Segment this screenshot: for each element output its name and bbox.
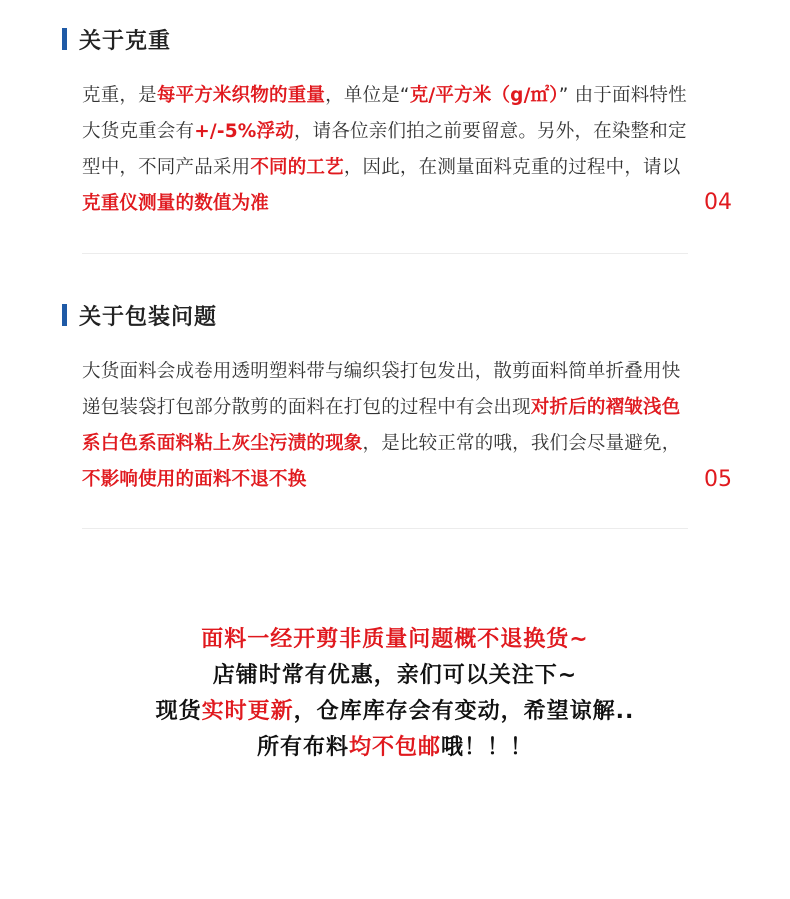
weight-description	[82, 78, 694, 222]
body-text: ，单位是“	[325, 85, 410, 106]
highlight-text: 对折后的褶皱浅色系白色系面料粘上灰尘污渍的现象	[82, 397, 681, 454]
notice-line-4a: 所有布料	[256, 735, 349, 760]
notice-line-4b: 均不包邮	[348, 735, 441, 760]
section-number: 05	[704, 467, 732, 492]
body-text: 大货面料会成卷用透明塑料带与编织袋打包发出，散剪面料简单折叠用快递包装袋打包部分散剪的面料在打包的过程中有会出现	[82, 361, 681, 418]
body-text: ” 由于面料特性大货克重会有	[82, 85, 687, 142]
divider	[82, 528, 688, 529]
highlight-text: 每平方米织物的重量	[156, 85, 326, 106]
notice-line-3a: 现货	[155, 699, 202, 724]
body-text: 克重，是	[82, 85, 157, 106]
highlight-text: 克重仪测量的数值为准	[82, 193, 270, 214]
notice-stock	[0, 694, 790, 730]
divider	[82, 253, 688, 254]
highlight-text: 克/平方米（g/㎡）	[409, 85, 559, 106]
notice-line-4c: 哦！！！	[441, 735, 534, 760]
section-title: 关于包装问题	[79, 304, 218, 330]
body-text: ，是比较正常的哦，我们会尽量避免，	[362, 433, 681, 454]
notice-no-return	[0, 622, 790, 658]
notice-line-3c: ，仓库库存会有变动，希望谅解..	[293, 699, 635, 724]
title-accent-bar	[62, 28, 67, 50]
highlight-text: 不同的工艺	[250, 157, 344, 178]
body-text: ，请各位亲们拍之前要留意。另外，在染整和定型中，不同产品采用	[82, 121, 687, 178]
notice-line-2: 店铺时常有优惠，亲们可以关注下~	[212, 663, 578, 688]
section-title: 关于克重	[79, 28, 172, 54]
packaging-description	[82, 354, 694, 498]
notice-line-1: 面料一经开剪非质量问题概不退换货~	[201, 627, 589, 652]
notice-line-3b: 实时更新	[201, 699, 294, 724]
body-text: ，因此，在测量面料克重的过程中，请以	[343, 157, 681, 178]
section-heading-weight	[62, 26, 171, 52]
highlight-text: 不影响使用的面料不退不换	[82, 469, 307, 490]
notice-discount	[0, 658, 790, 694]
title-accent-bar	[62, 304, 67, 326]
section-number: 04	[704, 190, 732, 215]
section-heading-packaging	[62, 302, 217, 328]
notice-shipping	[0, 730, 790, 766]
highlight-text: +/-5%浮动	[194, 121, 294, 142]
